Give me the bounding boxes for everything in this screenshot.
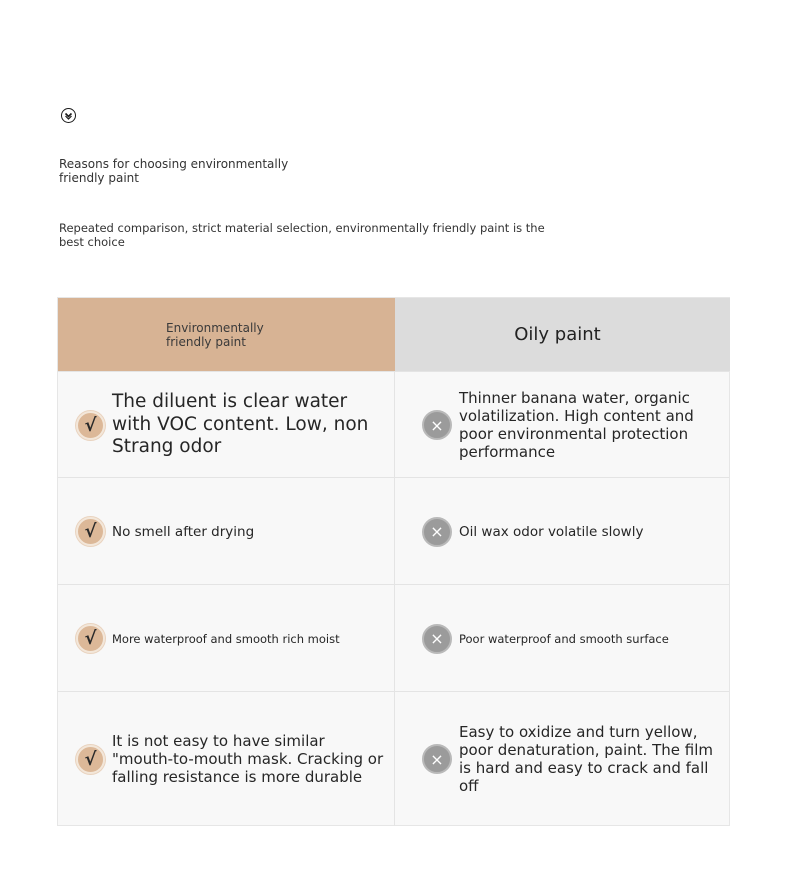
- cross-icon: ×: [422, 624, 452, 654]
- chevron-down-circle-icon: [61, 108, 76, 123]
- eco-cell: [58, 372, 395, 478]
- check-icon: √: [76, 745, 105, 774]
- oily-text: Thinner banana water, organic volatilization. High content and poor environmental protection performance: [459, 389, 694, 461]
- eco-cell: [58, 478, 395, 585]
- eco-text: More waterproof and smooth rich moist: [112, 631, 340, 646]
- comparison-table: [57, 297, 730, 826]
- table-row: [58, 371, 729, 478]
- cross-icon: ×: [422, 744, 452, 774]
- oily-text: Oil wax odor volatile slowly: [459, 523, 644, 540]
- oily-text: Poor waterproof and smooth surface: [459, 631, 669, 646]
- eco-text: It is not easy to have similar "mouth-to-mouth mask. Cracking or falling resistance is more durable: [112, 732, 384, 786]
- table-row: [58, 584, 729, 692]
- cross-icon: ×: [422, 410, 452, 440]
- eco-paint-header: [58, 298, 395, 371]
- oily-paint-header: [395, 298, 730, 371]
- oily-paint-header-label: Oily paint: [514, 324, 601, 345]
- oily-text: Easy to oxidize and turn yellow, poor denaturation, paint. The film is hard and easy to crack and fall off: [459, 723, 713, 795]
- eco-cell: [58, 692, 395, 826]
- check-icon: √: [76, 624, 105, 653]
- check-icon: √: [76, 517, 105, 546]
- eco-paint-header-label: Environmentally friendly paint: [166, 320, 264, 349]
- table-row: [58, 477, 729, 585]
- oily-cell: [395, 478, 729, 585]
- cross-icon: ×: [422, 517, 452, 547]
- section-heading: Reasons for choosing environmentally friendly paint: [59, 157, 289, 185]
- oily-cell: [395, 585, 729, 692]
- eco-text: No smell after drying: [112, 523, 255, 540]
- eco-text: The diluent is clear water with VOC content. Low, non Strang odor: [112, 391, 369, 458]
- table-row: [58, 691, 729, 826]
- oily-cell: [395, 372, 729, 478]
- oily-cell: [395, 692, 729, 826]
- check-icon: √: [76, 411, 105, 440]
- section-subheading: Repeated comparison, strict material selection, environmentally friendly paint is the best choice: [59, 221, 545, 249]
- eco-cell: [58, 585, 395, 692]
